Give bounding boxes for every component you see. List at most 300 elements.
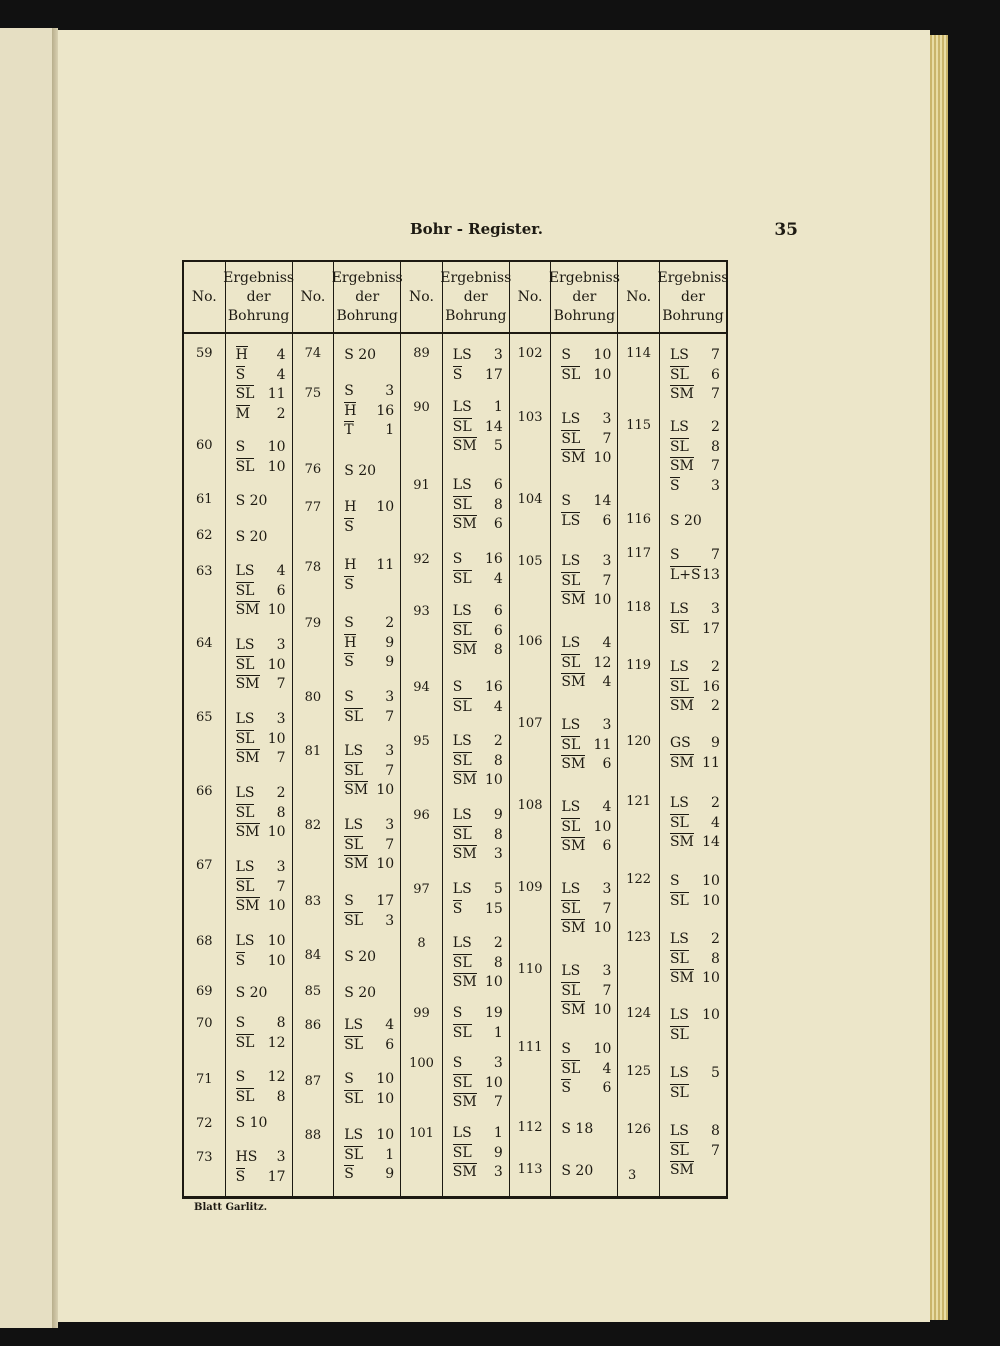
soil-symbol: S bbox=[452, 551, 463, 567]
soil-symbol: SM bbox=[670, 457, 694, 477]
depth-value: 7 bbox=[276, 878, 286, 895]
bore-number: 119 bbox=[626, 658, 652, 673]
soil-symbol: LS bbox=[669, 795, 689, 811]
bore-result bbox=[226, 492, 292, 512]
result-header-word: der bbox=[246, 288, 271, 305]
depth-value: 8 bbox=[493, 826, 503, 843]
depth-value: 10 bbox=[593, 1002, 612, 1018]
soil-symbol: SL bbox=[453, 622, 472, 642]
result-line bbox=[660, 892, 726, 912]
depth-value: 4 bbox=[602, 799, 612, 815]
number-header: No. bbox=[293, 262, 334, 334]
soil-symbol: SL bbox=[453, 1144, 472, 1164]
depth-value: 3 bbox=[602, 717, 612, 733]
bore-result bbox=[660, 930, 726, 989]
depth-value: 16 bbox=[376, 402, 395, 419]
depth-value: 9 bbox=[385, 634, 395, 651]
soil-symbol: SL bbox=[670, 1142, 689, 1162]
result-line bbox=[334, 421, 400, 441]
soil-symbol: SL bbox=[561, 654, 580, 674]
soil-symbol: LS bbox=[235, 859, 255, 875]
bore-result bbox=[334, 1126, 400, 1185]
bore-number: 65 bbox=[196, 710, 213, 725]
bore-number: 120 bbox=[626, 734, 652, 749]
soil-symbol: S bbox=[561, 1041, 571, 1057]
depth-value: 7 bbox=[711, 1142, 720, 1159]
result-line bbox=[551, 818, 617, 838]
soil-symbol: SL bbox=[670, 950, 689, 970]
bore-number: 106 bbox=[517, 634, 543, 649]
result-line bbox=[443, 845, 509, 865]
depth-value: 8 bbox=[711, 950, 720, 967]
depth-value: 1 bbox=[493, 1024, 503, 1041]
depth-value: 10 bbox=[267, 933, 286, 949]
result-line bbox=[443, 954, 509, 974]
soil-symbol: SM bbox=[670, 833, 694, 853]
bore-number: 126 bbox=[626, 1122, 652, 1137]
bore-number: 67 bbox=[196, 858, 213, 873]
depth-value: 9 bbox=[711, 735, 720, 751]
soil-symbol: SL bbox=[561, 900, 580, 920]
depth-value: 3 bbox=[711, 477, 720, 494]
depth-value: 4 bbox=[276, 366, 286, 383]
soil-symbol: SL bbox=[236, 385, 255, 405]
result-line bbox=[334, 498, 400, 518]
depth-value: 8 bbox=[493, 642, 503, 658]
bore-result bbox=[551, 880, 617, 939]
depth-value: 5 bbox=[711, 1065, 720, 1081]
soil-symbol: H bbox=[236, 346, 248, 366]
bore-number: 82 bbox=[304, 818, 322, 833]
soil-symbol: SM bbox=[236, 749, 260, 769]
result-header-word: Bohrung bbox=[445, 307, 507, 324]
result-line bbox=[226, 1068, 292, 1088]
number-header: No. bbox=[184, 262, 225, 334]
soil-symbol: S bbox=[452, 1055, 463, 1071]
result-line bbox=[334, 762, 400, 782]
result-line bbox=[660, 950, 726, 970]
depth-value: 8 bbox=[276, 1088, 286, 1105]
result-line bbox=[551, 755, 617, 775]
depth-value: 10 bbox=[376, 1090, 395, 1107]
soil-symbol: LS bbox=[344, 817, 364, 833]
bore-number: 91 bbox=[413, 478, 430, 493]
soil-symbol: SL bbox=[561, 1060, 580, 1080]
depth-value: 17 bbox=[376, 893, 395, 909]
number-column bbox=[401, 262, 443, 1196]
result-line bbox=[551, 654, 617, 674]
result-line bbox=[443, 732, 509, 752]
depth-value: 3 bbox=[276, 859, 286, 875]
bore-number: 71 bbox=[196, 1072, 213, 1087]
result-line bbox=[226, 346, 292, 366]
bore-number: 77 bbox=[304, 500, 322, 515]
bore-result bbox=[660, 512, 726, 532]
bore-number: 124 bbox=[626, 1006, 652, 1021]
bore-result bbox=[334, 556, 400, 595]
depth-value: 1 bbox=[493, 399, 503, 415]
depth-value: 8 bbox=[276, 804, 286, 821]
depth-value: 10 bbox=[593, 592, 612, 608]
bore-number: 94 bbox=[413, 680, 430, 695]
depth-value: 4 bbox=[276, 563, 286, 579]
soil-symbol: SL bbox=[453, 496, 472, 516]
result-line bbox=[334, 742, 400, 762]
soil-symbol: SL bbox=[236, 458, 255, 478]
depth-value: 7 bbox=[602, 572, 612, 589]
soil-symbol: SM bbox=[561, 449, 585, 469]
result-line bbox=[660, 1006, 726, 1026]
soil-symbol: SM bbox=[453, 1163, 477, 1183]
depth-value: 9 bbox=[493, 807, 503, 823]
soil-symbol: SM bbox=[236, 675, 260, 695]
bore-number: 102 bbox=[517, 346, 543, 361]
soil-symbol: S bbox=[344, 653, 354, 673]
soil-symbol: LS bbox=[344, 743, 364, 759]
soil-symbol: SM bbox=[561, 1001, 585, 1021]
result-line bbox=[551, 634, 617, 654]
depth-value: 7 bbox=[711, 386, 720, 402]
running-head: Bohr - Register. bbox=[410, 220, 544, 238]
result-line bbox=[660, 969, 726, 989]
result-line bbox=[551, 591, 617, 611]
result-line bbox=[551, 1001, 617, 1021]
result-line bbox=[334, 402, 400, 422]
depth-value: 3 bbox=[276, 1149, 286, 1165]
depth-value: 7 bbox=[276, 676, 286, 692]
depth-value: 3 bbox=[493, 1164, 503, 1180]
result-line bbox=[443, 1054, 509, 1074]
result-line bbox=[226, 656, 292, 676]
result-line bbox=[443, 880, 509, 900]
result-line bbox=[334, 653, 400, 673]
result-line bbox=[660, 346, 726, 366]
depth-value: 12 bbox=[267, 1034, 286, 1051]
soil-symbol: SL bbox=[670, 892, 689, 912]
bore-result bbox=[660, 1122, 726, 1181]
depth-value: 2 bbox=[711, 931, 720, 947]
bore-result bbox=[443, 732, 509, 791]
depth-value: 3 bbox=[493, 347, 503, 363]
bore-result bbox=[226, 1114, 292, 1134]
depth-value: 3 bbox=[602, 881, 612, 897]
bore-number: 8 bbox=[417, 936, 426, 951]
bore-number: 87 bbox=[304, 1074, 322, 1089]
soil-symbol: LS bbox=[669, 601, 689, 617]
soil-symbol: S bbox=[561, 493, 571, 509]
soil-symbol: SM bbox=[453, 771, 477, 791]
bore-number: 62 bbox=[196, 528, 213, 543]
bore-number: 75 bbox=[304, 386, 322, 401]
depth-value: 10 bbox=[376, 499, 395, 515]
result-line bbox=[660, 385, 726, 405]
soil-symbol: SL bbox=[670, 1084, 689, 1104]
soil-symbol: SM bbox=[670, 969, 694, 989]
bore-result bbox=[660, 600, 726, 639]
depth-value: 10 bbox=[593, 920, 612, 936]
depth-value: 10 bbox=[702, 970, 720, 986]
bore-result bbox=[334, 742, 400, 801]
bore-result bbox=[660, 1006, 726, 1045]
bore-result bbox=[660, 872, 726, 911]
left-page-edge bbox=[0, 28, 52, 1328]
soil-symbol: S bbox=[670, 477, 680, 497]
soil-symbol: SL bbox=[236, 878, 255, 898]
soil-symbol: SM bbox=[670, 754, 694, 774]
depth-value: 9 bbox=[493, 1144, 503, 1161]
bore-result bbox=[334, 614, 400, 673]
soil-symbol: LS bbox=[452, 881, 472, 897]
bore-result bbox=[443, 880, 509, 919]
result-line bbox=[551, 410, 617, 430]
result-header-word: der bbox=[572, 288, 597, 305]
soil-symbol: S bbox=[344, 615, 354, 631]
bore-number: 90 bbox=[413, 400, 430, 415]
soil-symbol: SM bbox=[561, 837, 585, 857]
depth-value: 3 bbox=[385, 912, 395, 929]
bore-result bbox=[226, 932, 292, 971]
soil-symbol: S bbox=[561, 1079, 571, 1099]
result-line bbox=[334, 518, 400, 538]
depth-value: 2 bbox=[711, 419, 720, 435]
depth-value: 2 bbox=[276, 785, 286, 801]
bore-number: 69 bbox=[196, 984, 213, 999]
bore-result bbox=[334, 346, 400, 366]
result-column bbox=[548, 262, 620, 1196]
bore-result bbox=[551, 1120, 617, 1140]
bore-result bbox=[226, 858, 292, 917]
result-line bbox=[443, 900, 509, 920]
soil-symbol: S bbox=[669, 547, 680, 563]
sheet-footnote: Blatt Garlitz. bbox=[194, 1202, 268, 1213]
soil-symbol: LS bbox=[669, 1007, 689, 1023]
depth-value: 2 bbox=[711, 795, 720, 811]
bore-result bbox=[551, 1040, 617, 1099]
result-header bbox=[548, 262, 620, 334]
bore-number: 123 bbox=[626, 930, 652, 945]
depth-value: 14 bbox=[484, 418, 503, 435]
depth-value: 8 bbox=[493, 496, 503, 513]
soil-symbol: SL bbox=[236, 804, 255, 824]
result-header-word: Bohrung bbox=[227, 307, 290, 324]
depth-value: 4 bbox=[602, 674, 612, 690]
bore-number: 78 bbox=[304, 560, 322, 575]
depth-value: 2 bbox=[711, 698, 720, 714]
bore-number: 97 bbox=[413, 882, 430, 897]
depth-value: 5 bbox=[493, 881, 503, 897]
soil-symbol: SM bbox=[453, 845, 477, 865]
result-line bbox=[551, 430, 617, 450]
depth-value: 2 bbox=[493, 935, 503, 951]
soil-symbol: SL bbox=[236, 1034, 255, 1054]
depth-value: 7 bbox=[385, 708, 395, 725]
result-line bbox=[443, 678, 509, 698]
bore-number: 72 bbox=[196, 1116, 213, 1131]
soil-symbol: SL bbox=[453, 570, 472, 590]
result-line: S 10 bbox=[235, 1115, 268, 1131]
depth-value: 3 bbox=[385, 383, 395, 399]
depth-value: 3 bbox=[602, 553, 612, 569]
soil-symbol: SL bbox=[453, 954, 472, 974]
depth-value: 10 bbox=[702, 892, 720, 909]
soil-symbol: LS bbox=[452, 399, 472, 415]
bore-result bbox=[551, 798, 617, 857]
bore-number: 86 bbox=[304, 1018, 322, 1033]
result-line bbox=[660, 697, 726, 717]
bore-number: 84 bbox=[304, 948, 322, 963]
result-line bbox=[226, 749, 292, 769]
result-column bbox=[440, 262, 512, 1196]
depth-value: 19 bbox=[484, 1005, 503, 1021]
bore-result bbox=[443, 1004, 509, 1043]
soil-symbol: SL bbox=[344, 1036, 363, 1056]
depth-value: 16 bbox=[484, 679, 503, 695]
bore-number: 114 bbox=[626, 346, 652, 361]
soil-symbol: SL bbox=[670, 1026, 689, 1046]
result-line bbox=[334, 1165, 400, 1185]
result-line bbox=[443, 515, 509, 535]
soil-symbol: S bbox=[236, 952, 246, 972]
bore-number: 117 bbox=[626, 546, 652, 561]
result-line bbox=[443, 366, 509, 386]
depth-value: 10 bbox=[267, 458, 286, 475]
soil-symbol: LS bbox=[669, 1065, 689, 1081]
depth-value: 4 bbox=[385, 1017, 395, 1033]
soil-symbol: SL bbox=[453, 418, 472, 438]
result-header bbox=[440, 262, 512, 334]
soil-symbol: LS bbox=[561, 717, 581, 733]
soil-symbol: LS bbox=[561, 635, 581, 651]
page-edges bbox=[930, 35, 948, 1320]
depth-value: 2 bbox=[711, 659, 720, 675]
soil-symbol: S bbox=[235, 439, 246, 455]
result-line bbox=[443, 1163, 509, 1183]
depth-value: 6 bbox=[602, 1080, 612, 1096]
soil-symbol: SM bbox=[453, 973, 477, 993]
result-line bbox=[660, 1122, 726, 1142]
soil-symbol: SL bbox=[344, 912, 363, 932]
depth-value: 10 bbox=[267, 952, 286, 969]
soil-symbol: LS bbox=[344, 1127, 364, 1143]
bore-number: 111 bbox=[517, 1040, 543, 1055]
depth-value: 8 bbox=[493, 954, 503, 971]
bore-result bbox=[226, 528, 292, 548]
depth-value: 11 bbox=[376, 557, 395, 573]
bore-number: 93 bbox=[413, 604, 430, 619]
depth-value: 10 bbox=[593, 1041, 612, 1057]
result-line bbox=[334, 688, 400, 708]
result-line bbox=[443, 1144, 509, 1164]
soil-symbol: SM bbox=[236, 897, 260, 917]
depth-value: 7 bbox=[602, 430, 612, 447]
bore-result bbox=[334, 1016, 400, 1055]
depth-value: 6 bbox=[276, 582, 286, 599]
result-line bbox=[226, 601, 292, 621]
depth-value: 3 bbox=[711, 601, 720, 617]
depth-value: 17 bbox=[484, 366, 503, 383]
bore-result bbox=[443, 934, 509, 993]
bore-result bbox=[551, 552, 617, 611]
soil-symbol: S bbox=[453, 366, 463, 386]
result-line bbox=[334, 556, 400, 576]
depth-value: 5 bbox=[493, 438, 503, 454]
depth-value: 4 bbox=[493, 570, 503, 587]
depth-value: 2 bbox=[385, 615, 395, 631]
bore-result bbox=[443, 1124, 509, 1183]
result-line bbox=[334, 1090, 400, 1110]
result-line bbox=[551, 1040, 617, 1060]
bore-result bbox=[660, 418, 726, 496]
soil-symbol: SL bbox=[236, 656, 255, 676]
bore-number: 103 bbox=[517, 410, 543, 425]
result-line bbox=[226, 385, 292, 405]
soil-symbol: LS bbox=[561, 411, 581, 427]
result-line: S 20 bbox=[235, 529, 268, 545]
result-line bbox=[226, 636, 292, 656]
bore-result bbox=[551, 410, 617, 469]
bore-number: 89 bbox=[413, 346, 430, 361]
soil-symbol: LS bbox=[669, 1123, 689, 1139]
soil-symbol: S bbox=[235, 1069, 246, 1085]
depth-value: 8 bbox=[711, 1123, 720, 1139]
bore-number: 101 bbox=[409, 1126, 434, 1141]
bore-number: 70 bbox=[196, 1016, 213, 1031]
bore-number: 83 bbox=[304, 894, 322, 909]
soil-symbol: SL bbox=[561, 982, 580, 1002]
depth-value: 10 bbox=[376, 1127, 395, 1143]
soil-symbol: SM bbox=[561, 673, 585, 693]
soil-symbol: S bbox=[344, 689, 354, 705]
soil-symbol: H bbox=[344, 499, 357, 515]
page-header bbox=[58, 220, 930, 244]
result-line bbox=[226, 710, 292, 730]
depth-value: 10 bbox=[702, 873, 720, 889]
result-line bbox=[660, 794, 726, 814]
bore-number: 92 bbox=[413, 552, 430, 567]
result-line bbox=[226, 1148, 292, 1168]
depth-value: 10 bbox=[593, 366, 612, 383]
result-line bbox=[660, 418, 726, 438]
bore-number: 105 bbox=[517, 554, 543, 569]
bore-result bbox=[660, 546, 726, 585]
bore-result bbox=[334, 1070, 400, 1109]
depth-value: 1 bbox=[493, 1125, 503, 1141]
result-line bbox=[334, 576, 400, 596]
depth-value: 10 bbox=[267, 730, 286, 747]
depth-value: 3 bbox=[602, 411, 612, 427]
result-line bbox=[334, 912, 400, 932]
bore-result bbox=[334, 984, 400, 1004]
result-line bbox=[660, 546, 726, 566]
depth-value: 7 bbox=[602, 982, 612, 999]
result-line bbox=[226, 366, 292, 386]
depth-value: 10 bbox=[267, 824, 286, 840]
depth-value: 9 bbox=[385, 1166, 395, 1182]
result-line bbox=[660, 457, 726, 477]
soil-symbol: SL bbox=[344, 762, 363, 782]
bore-result bbox=[443, 550, 509, 589]
result-line bbox=[443, 550, 509, 570]
number-column bbox=[510, 262, 552, 1196]
depth-value: 10 bbox=[376, 782, 395, 798]
soil-symbol: S bbox=[669, 873, 680, 889]
result-line bbox=[443, 602, 509, 622]
depth-value: 7 bbox=[711, 458, 720, 474]
number-header: No. bbox=[401, 262, 442, 334]
bore-result bbox=[551, 716, 617, 775]
result-line: S 20 bbox=[669, 513, 702, 529]
result-line bbox=[226, 804, 292, 824]
